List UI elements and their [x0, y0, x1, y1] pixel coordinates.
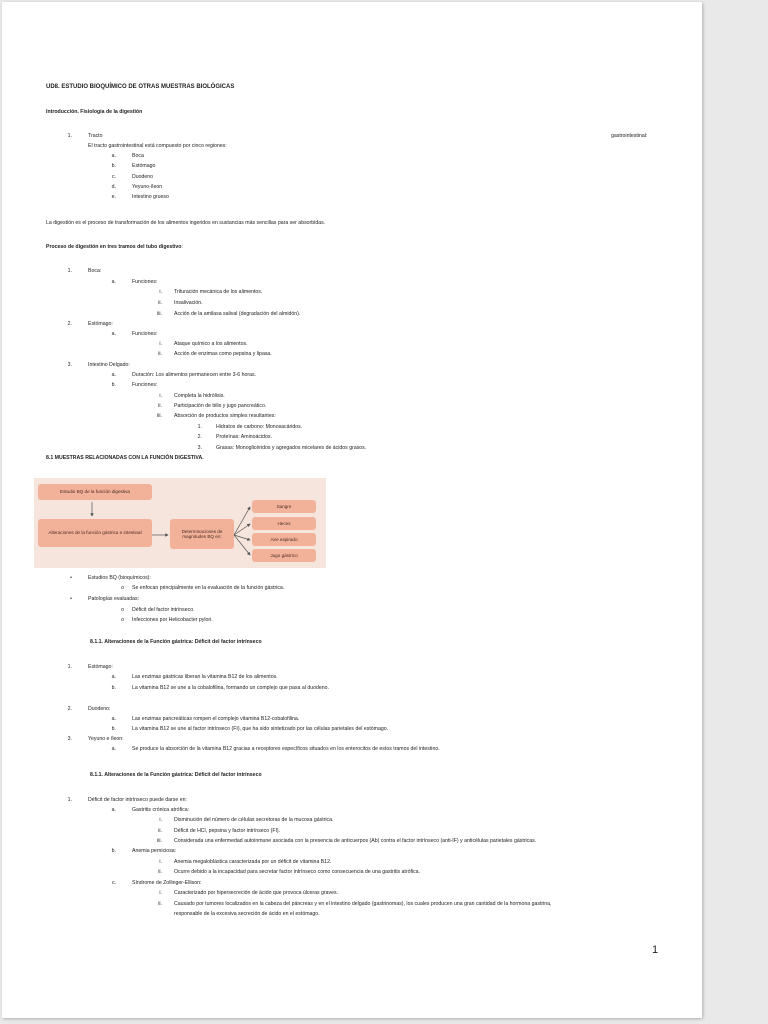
bullet-subitem: Déficit del factor intrínseco. — [132, 607, 195, 613]
list-marker: ii. — [158, 869, 162, 875]
list-item: Déficit de HCl, pepsina y factor intrínseco (FI). — [174, 828, 281, 834]
list-marker: ii. — [158, 351, 162, 357]
list-marker: 2. — [67, 321, 72, 327]
tracto-label: Tracto — [88, 133, 103, 139]
intestino-label: Intestino Delgado: — [88, 362, 130, 368]
list-item: Acción de la amilasa salival (degradación del almidón). — [174, 311, 301, 317]
arrow — [234, 524, 250, 535]
tracto-label-right: gastrointestinal: — [611, 133, 648, 139]
document-title: UD8. ESTUDIO BIOQUÍMICO DE OTRAS MUESTRAS BIOLÓGICAS — [46, 84, 235, 90]
list-marker: 1. — [67, 268, 72, 274]
section-heading: 8.1 MUESTRAS RELACIONADAS CON LA FUNCIÓN DIGESTIVA. — [46, 455, 204, 461]
list-marker: 3. — [67, 362, 72, 368]
list-item: Estómago — [132, 163, 156, 169]
tracto-description: El tracto gastrointestinal está compuesto por cinco regiones: — [88, 143, 227, 149]
list-marker: 3. — [67, 736, 72, 742]
bullet-item: Patologías evaluadas: — [88, 596, 140, 602]
list-marker: e. — [111, 194, 116, 200]
proceso-heading — [46, 244, 183, 250]
list-item: Las enzimas gástricas liberan la vitamina B12 de los alimentos. — [132, 674, 278, 680]
estomago-label: Estómago: — [88, 321, 113, 327]
list-marker: b. — [111, 848, 116, 854]
diagram-box-middle: Determinaciones de magnitudes BQ en: — [170, 519, 234, 549]
list-item: Completa la hidrólisis. — [174, 393, 225, 399]
list-marker: b. — [111, 685, 116, 691]
diagram-box-output: Sangre — [252, 500, 316, 513]
diagram-box-top: Estudio BQ de la función digestiva — [38, 484, 152, 500]
list-item: Ocurre debido a la incapacidad para secretar factor intrínseco como consecuencia de una gastritis atrófica. — [174, 869, 420, 875]
bullet-item: Estudios BQ (bioquímicos): — [88, 575, 151, 581]
cause-label: Gastritis crónica atrófica: — [132, 807, 190, 813]
list-marker: i. — [159, 393, 162, 399]
list-marker: 1. — [197, 424, 202, 430]
list-marker: i. — [159, 289, 162, 295]
proceso-heading-bold: Proceso de digestión en tres tramos del tubo digestivo — [46, 244, 182, 250]
list-marker: b. — [111, 163, 116, 169]
document-page — [2, 2, 702, 1018]
arrow — [234, 507, 250, 535]
list-marker: i. — [159, 859, 162, 865]
list-item: Acción de enzimas como pepsina y lipasa. — [174, 351, 272, 357]
arrow — [234, 535, 250, 555]
list-marker: a. — [111, 331, 116, 337]
boca-label: Boca: — [88, 268, 102, 274]
subsection-heading: 8.1.1. Alteraciones de la Función gástrica: Déficit del factor intrínseco — [90, 772, 262, 778]
digestion-paragraph: La digestión es el proceso de transformación de los alimentos ingeridos en sustancias más sencillas para ser absorbidas. — [46, 220, 326, 226]
list-marker: i. — [159, 817, 162, 823]
list-item: Se produce la absorción de la vitamina B12 gracias a receptores específicos situados en los enterocitos de estos tramos del intestino. — [132, 746, 440, 752]
diagram-box-output: Jugo gástrico — [252, 549, 316, 562]
list-item: Trituración mecánica de los alimentos. — [174, 289, 263, 295]
list-item: Hidratos de carbono: Monosacáridos. — [216, 424, 303, 430]
bullet-marker: o — [121, 585, 124, 591]
list-marker: a. — [111, 674, 116, 680]
list-item: Absorción de productos simples resultantes: — [174, 413, 276, 419]
list-item: Insalivación. — [174, 300, 203, 306]
cause-label: Síndrome de Zollinger-Ellison: — [132, 880, 202, 886]
step-label: Yeyuno e íleon: — [88, 736, 124, 742]
list-marker: b. — [111, 382, 116, 388]
step-label: Estómago: — [88, 664, 113, 670]
list-item: La vitamina B12 se une a la cobalofilina, formando un complejo que pasa al duodeno. — [132, 685, 329, 691]
list-marker: 1. — [67, 664, 72, 670]
diagram-box-output: Heces — [252, 517, 316, 530]
list-marker: a. — [111, 716, 116, 722]
list-marker: 1. — [67, 797, 72, 803]
list-marker: a. — [111, 807, 116, 813]
list-marker: 3. — [197, 445, 202, 451]
intestino-duracion: Duración: Los alimentos permanecen entre 3-6 horas. — [132, 372, 256, 378]
intestino-funciones: Funciones: — [132, 382, 158, 388]
list-item: Boca — [132, 153, 144, 159]
list-marker: i. — [159, 341, 162, 347]
list-item: Disminución del número de células secretoras de la mucosa gástrica. — [174, 817, 334, 823]
list-marker: a. — [111, 279, 116, 285]
list-item: Ataque químico a los alimentos. — [174, 341, 248, 347]
bullet-subitem: Se enfocan principalmente en la evaluación de la función gástrica. — [132, 585, 285, 591]
list-item: Grasas: Monoglicéridos y agregados micelares de ácidos grasos. — [216, 445, 367, 451]
list-item: La vitamina B12 se une al factor intrínseco (FI), que ha sido sintetizado por las células parietales del estómago. — [132, 726, 389, 732]
list-item: Causado por tumores localizados en la cabeza del páncreas y en el intestino delgado (gastrinomas), los cuales producen una gran cantidad de la hormona gastrina, — [174, 901, 552, 907]
list-marker: a. — [111, 372, 116, 378]
digestive-study-diagram — [34, 478, 326, 568]
list-item: Considerada una enfermedad autoinmune asociada con la presencia de anticuerpos (Ab) contra el factor intrínseco (anti-IF) y anticélulas parietales gástricas. — [174, 838, 537, 844]
list-item: Caracterizado por hipersecreción de ácido que provoca úlceras graves. — [174, 890, 339, 896]
list-marker: iii. — [157, 413, 162, 419]
list-marker: i. — [159, 890, 162, 896]
bullet-subitem: Infecciones por Helicobacter pylori. — [132, 617, 213, 623]
list-marker: 2. — [197, 434, 202, 440]
list-item: Intestino grueso — [132, 194, 169, 200]
list-marker: ii. — [158, 300, 162, 306]
list-marker: iii. — [157, 838, 162, 844]
list-item: Proteínas: Aminoácidos. — [216, 434, 272, 440]
list-item: Las enzimas pancreáticas rompen el complejo vitamina B12-cobalofilina. — [132, 716, 300, 722]
bullet-marker: o — [121, 617, 124, 623]
list-marker: ii. — [158, 901, 162, 907]
list-item: Participación de bilis y jugo pancreático. — [174, 403, 267, 409]
list-marker: 1. — [67, 133, 72, 139]
bullet-marker: • — [70, 596, 72, 602]
list-marker: a. — [111, 746, 116, 752]
intro-heading: Introducción. Fisiología de la digestión — [46, 109, 143, 115]
list-marker: c. — [111, 880, 116, 886]
list-marker: iii. — [157, 311, 162, 317]
list-item: Duodeno — [132, 174, 154, 180]
list-marker: b. — [111, 726, 116, 732]
estomago-funciones: Funciones: — [132, 331, 158, 337]
list-marker: a. — [111, 153, 116, 159]
deficit-label: Déficit de factor intrínseco puede darse en: — [88, 797, 187, 803]
cause-label: Anemia perniciosa: — [132, 848, 177, 854]
list-marker: ii. — [158, 828, 162, 834]
step-label: Duodeno: — [88, 706, 111, 712]
bullet-marker: o — [121, 607, 124, 613]
diagram-box-output: Aire espirado — [252, 533, 316, 546]
subsection-heading: 8.1.1. Alteraciones de la Función gástrica: Déficit del factor intrínseco — [90, 639, 262, 645]
list-item: Yeyuno-íleon — [132, 184, 163, 190]
list-item-continuation: responsable de la excesiva secreción de ácido en el estómago. — [174, 911, 320, 917]
list-marker: d. — [111, 184, 116, 190]
bullet-marker: • — [70, 575, 72, 581]
boca-funciones: Funciones: — [132, 279, 158, 285]
list-marker: c. — [111, 174, 116, 180]
diagram-box-left: Alteraciones de la función gástrica e intestinal — [38, 519, 152, 547]
proceso-heading-colon: : — [181, 244, 183, 250]
list-item: Anemia megaloblástica caracterizada por un déficit de vitamina B12. — [174, 859, 332, 865]
list-marker: ii. — [158, 403, 162, 409]
page-number: 1 — [652, 944, 659, 956]
list-marker: 2. — [67, 706, 72, 712]
